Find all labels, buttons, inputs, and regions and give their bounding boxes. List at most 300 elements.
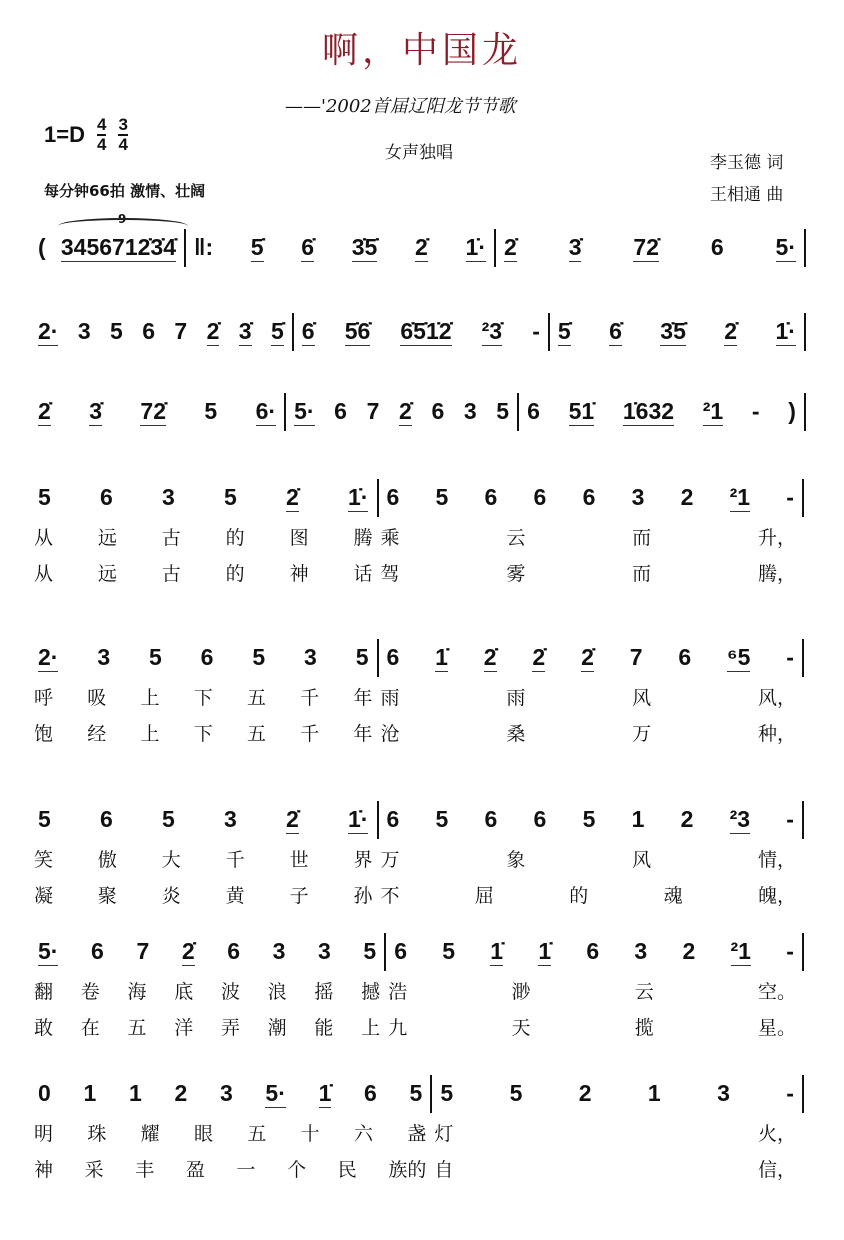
measure	[379, 484, 803, 512]
time-signature-1	[97, 116, 106, 154]
note: 5	[435, 484, 449, 510]
lyric-measure	[377, 559, 801, 586]
note: ²1	[730, 938, 751, 964]
note: 3	[77, 318, 91, 344]
note: 3	[219, 1080, 233, 1106]
lyric-syllable: 波	[220, 980, 240, 1003]
lyric-syllable: 五	[127, 1016, 147, 1039]
note: 1̇·	[775, 318, 796, 344]
lyric-syllable: 万	[632, 722, 652, 745]
composer: 王相通 曲	[710, 185, 784, 205]
lyric-syllable: 敢	[34, 1016, 54, 1039]
lyric-syllable: 雾	[506, 562, 526, 585]
notation-row	[30, 638, 820, 678]
note: 6	[386, 644, 400, 670]
lyric-syllable: 卷	[80, 980, 100, 1003]
lyric-syllable: 风，	[757, 686, 796, 709]
lyric-line	[30, 876, 820, 912]
lyric-syllable: 饱	[34, 722, 54, 745]
measure	[379, 644, 803, 672]
notation-row	[30, 800, 820, 840]
note: 2̇	[504, 234, 517, 260]
note: 1	[83, 1080, 97, 1106]
lyric-syllable: 话	[353, 562, 373, 585]
lyric-syllable: 千	[225, 848, 245, 871]
note: 1̇632	[622, 398, 675, 424]
lyric-measure	[377, 523, 801, 550]
lyric-measure	[430, 1119, 800, 1146]
notation-row	[30, 932, 820, 972]
lyric-syllable: 魄，	[757, 884, 796, 907]
score-system	[30, 800, 820, 912]
lyric-syllable: 翻	[34, 980, 54, 1003]
note: ²3	[729, 806, 751, 832]
note: 6	[364, 1080, 377, 1106]
note: 3	[272, 938, 286, 964]
note: 6	[394, 938, 407, 964]
tempo-marking: 每分钟66拍 激情、壮阔	[44, 182, 206, 200]
lyric-syllable: 能	[314, 1016, 334, 1039]
note: 3̇5̇	[351, 234, 378, 260]
lyric-syllable: 腾	[353, 526, 373, 549]
lyric-syllable: 底	[174, 980, 194, 1003]
note: 5	[496, 398, 510, 424]
note: 6	[334, 398, 347, 424]
note: 6	[527, 398, 540, 424]
note: 6	[586, 938, 600, 964]
lyric-syllable: 凝	[34, 884, 54, 907]
lyric-syllable: 火，	[757, 1122, 796, 1145]
lyric-syllable: 丰	[135, 1158, 155, 1181]
lyric-syllable: 五	[247, 1122, 267, 1145]
measure	[379, 806, 803, 834]
note: 1̇·	[348, 484, 369, 510]
lyric-measure	[30, 977, 384, 1004]
note: 5	[224, 484, 237, 510]
lyric-syllable: 聚	[97, 884, 117, 907]
note: 5	[38, 806, 51, 832]
note: 3	[634, 938, 648, 964]
note: 6	[200, 644, 214, 670]
measure	[30, 318, 292, 346]
note: 1̇·	[465, 234, 486, 260]
note: 5̇	[557, 318, 571, 344]
lyric-syllable: 年	[353, 722, 373, 745]
lyric-syllable: 眼	[193, 1122, 213, 1145]
lyric-syllable: 雨	[506, 686, 526, 709]
lyric-syllable: 六	[353, 1122, 373, 1145]
note: 2̇	[724, 318, 738, 344]
measure	[30, 644, 377, 672]
lyric-syllable: 撼	[361, 980, 381, 1003]
note: 5	[162, 806, 175, 832]
barline	[804, 313, 806, 351]
note: 5	[582, 806, 596, 832]
lyric-syllable: 盏	[407, 1122, 427, 1145]
note: ²3̇	[481, 318, 503, 344]
note: ²1	[702, 398, 724, 424]
note: 5	[442, 938, 456, 964]
lyric-syllable: 不	[380, 884, 400, 907]
lyric-syllable: 个	[287, 1158, 307, 1181]
lyric-syllable: 大	[161, 848, 181, 871]
note: 6	[386, 806, 400, 832]
note: 3̇	[238, 318, 252, 344]
lyric-syllable: 乘	[380, 526, 400, 549]
note: 3	[631, 484, 645, 510]
lyric-syllable: 而	[632, 526, 652, 549]
note: 7	[174, 318, 188, 344]
lyric-measure	[30, 845, 377, 872]
note: 5	[440, 1080, 454, 1106]
note: 5·	[775, 234, 796, 260]
note: 6	[91, 938, 104, 964]
lyric-syllable: 一	[236, 1158, 256, 1181]
lyric-syllable: 升，	[757, 526, 796, 549]
note: 1̇	[490, 938, 504, 964]
note: 3	[463, 398, 477, 424]
measure	[30, 1080, 430, 1108]
note: 6	[533, 806, 547, 832]
lyric-syllable: 经	[87, 722, 107, 745]
lyric-syllable: 象	[506, 848, 526, 871]
lyric-syllable: 采	[84, 1158, 104, 1181]
note: 1̇·	[348, 806, 369, 832]
lyric-syllable: 星。	[757, 1016, 796, 1039]
barline	[802, 479, 804, 517]
note: 6	[431, 398, 445, 424]
lyric-syllable: 五	[246, 686, 266, 709]
measure	[386, 938, 802, 966]
note: 6̇	[301, 234, 315, 260]
note: 5	[355, 644, 369, 670]
note: 2̇	[38, 398, 51, 424]
lyric-measure	[30, 1155, 430, 1182]
note: 72̇	[140, 398, 166, 424]
lyric-syllable: 孙	[353, 884, 373, 907]
note: 6	[533, 484, 547, 510]
notation-row	[30, 392, 820, 432]
note: 5	[509, 1080, 523, 1106]
score-system	[30, 212, 820, 268]
note: 2	[682, 938, 696, 964]
barline	[804, 393, 806, 431]
lyric-syllable: 笑	[34, 848, 54, 871]
measure	[30, 234, 184, 262]
lyric-line	[30, 1114, 820, 1150]
lyric-syllable: 洋	[174, 1016, 194, 1039]
lyric-measure	[377, 845, 801, 872]
lyric-syllable: 空。	[757, 980, 796, 1003]
measure	[30, 938, 384, 966]
lyric-line	[30, 1150, 820, 1186]
lyric-syllable: 下	[193, 686, 213, 709]
note: 6̇	[609, 318, 622, 344]
lyric-syllable: 万	[380, 848, 400, 871]
note: )	[788, 398, 796, 424]
lyric-syllable: 上	[140, 722, 160, 745]
lyric-syllable: 云	[634, 980, 654, 1003]
lyric-line	[30, 972, 820, 1008]
lyric-syllable: 情，	[757, 848, 796, 871]
lyric-syllable: 浩	[388, 980, 408, 1003]
note: 2·	[38, 644, 59, 670]
note: 1̇	[318, 1080, 332, 1106]
note: 5	[409, 1080, 423, 1106]
note: 72̇	[633, 234, 659, 260]
slur	[58, 218, 188, 234]
lyric-syllable: 盈	[185, 1158, 205, 1181]
lyric-syllable: 世	[289, 848, 309, 871]
note: 6	[100, 484, 113, 510]
score-system	[30, 932, 820, 1044]
note: 6	[227, 938, 241, 964]
note: 3̇5̇	[660, 318, 686, 344]
note: 5	[110, 318, 123, 344]
time-top: 4	[96, 115, 107, 134]
score-system	[30, 312, 820, 352]
note: 6	[386, 484, 400, 510]
lyric-syllable: 灯	[434, 1122, 454, 1145]
lyric-syllable: 吸	[87, 686, 107, 709]
lyric-syllable: 耀	[140, 1122, 160, 1145]
lyric-syllable: 民	[337, 1158, 357, 1181]
time-bottom: 4	[96, 135, 107, 154]
note: 1̇	[435, 644, 448, 670]
lyric-syllable: 浪	[267, 980, 287, 1003]
lyric-syllable: 雨	[380, 686, 400, 709]
note: 6	[484, 806, 498, 832]
lyric-syllable: 神	[34, 1158, 54, 1181]
note: 2̇	[181, 938, 195, 964]
note: 1	[128, 1080, 142, 1106]
note: 5	[38, 484, 51, 510]
lyric-syllable: 种，	[757, 722, 796, 745]
lyric-measure	[30, 1119, 430, 1146]
lyric-syllable: 弄	[220, 1016, 240, 1039]
note: -	[786, 938, 794, 964]
barline	[802, 933, 804, 971]
note: 51̇	[568, 398, 595, 424]
note: 2̇	[581, 644, 594, 670]
note: 5̇	[250, 234, 264, 260]
barline	[802, 801, 804, 839]
note: 6	[142, 318, 156, 344]
lyric-syllable: 潮	[267, 1016, 287, 1039]
lyric-syllable: 远	[97, 526, 117, 549]
measure	[550, 318, 804, 346]
lyric-syllable: 的	[225, 562, 245, 585]
lyric-line	[30, 714, 820, 750]
lyric-syllable: 远	[97, 562, 117, 585]
lyric-measure	[30, 683, 377, 710]
lyric-syllable: 渺	[511, 980, 531, 1003]
note: 1	[647, 1080, 661, 1106]
measure	[186, 234, 494, 262]
note: 2̇	[286, 484, 299, 510]
note: 2	[680, 484, 694, 510]
note: 3̇	[568, 234, 582, 260]
measure	[432, 1080, 802, 1108]
song-subtitle: ——'2002首届辽阳龙节节歌	[285, 96, 516, 117]
note: 6	[582, 484, 596, 510]
lyric-syllable: 珠	[87, 1122, 107, 1145]
measure	[30, 398, 284, 426]
note: -	[786, 1080, 794, 1106]
key-label: 1=D	[44, 122, 85, 147]
lyric-measure	[384, 1013, 800, 1040]
note: 2	[174, 1080, 188, 1106]
notation-row	[30, 212, 820, 268]
score-system	[30, 478, 820, 590]
lyric-syllable: 古	[161, 562, 181, 585]
measure	[294, 318, 548, 346]
lyric-syllable: 上	[140, 686, 160, 709]
note: 7	[629, 644, 643, 670]
notation-row	[30, 312, 820, 352]
lyric-syllable: 而	[632, 562, 652, 585]
lyric-syllable: 傲	[97, 848, 117, 871]
note: 6	[678, 644, 692, 670]
notation-row	[30, 478, 820, 518]
lyric-syllable: 千	[300, 686, 320, 709]
lyric-syllable: 族的	[388, 1158, 427, 1181]
note: 7	[366, 398, 380, 424]
lyric-syllable: 摇	[314, 980, 334, 1003]
measure	[30, 806, 377, 834]
measure	[519, 398, 804, 426]
performance-type: 女声独唱	[385, 143, 453, 163]
barline	[804, 229, 806, 267]
note: 3	[162, 484, 175, 510]
lyric-line	[30, 840, 820, 876]
note: 3	[97, 644, 111, 670]
note: 2·	[38, 318, 59, 344]
lyric-measure	[377, 683, 801, 710]
note: -	[786, 806, 794, 832]
note: 5	[435, 806, 449, 832]
note: 6̇	[301, 318, 315, 344]
lyric-syllable: 明	[34, 1122, 54, 1145]
note: ⁶5	[726, 644, 751, 670]
note: 3	[224, 806, 237, 832]
note: 5·	[265, 1080, 286, 1106]
lyric-syllable: 沧	[380, 722, 400, 745]
lyric-measure	[384, 977, 800, 1004]
note: 3	[318, 938, 331, 964]
note: 6	[484, 484, 498, 510]
lyric-syllable: 在	[80, 1016, 100, 1039]
lyric-syllable: 腾，	[757, 562, 796, 585]
lyric-syllable: 呼	[34, 686, 54, 709]
note: 2̇	[399, 398, 412, 424]
note: 2	[578, 1080, 592, 1106]
note: 3456712̇3̇4̇	[60, 234, 176, 260]
measure	[30, 484, 377, 512]
lyric-syllable: 古	[161, 526, 181, 549]
lyric-syllable: 自	[434, 1158, 454, 1181]
notation-row	[30, 1074, 820, 1114]
note: 2̇	[532, 644, 546, 670]
note: 1	[631, 806, 645, 832]
lyric-syllable: 的	[225, 526, 245, 549]
score-system	[30, 1074, 820, 1186]
lyric-syllable: 从	[34, 526, 54, 549]
score-system	[30, 638, 820, 750]
note: 2̇	[206, 318, 220, 344]
note: -	[751, 398, 760, 424]
measure	[496, 234, 804, 262]
barline	[802, 1075, 804, 1113]
note: 5	[149, 644, 162, 670]
lyric-syllable: 桑	[506, 722, 526, 745]
lyric-syllable: 信，	[757, 1158, 796, 1181]
note: 7	[136, 938, 150, 964]
note: (	[38, 234, 46, 260]
note: 6	[100, 806, 113, 832]
measure	[286, 398, 517, 426]
lyric-measure	[377, 881, 801, 908]
note: -	[532, 318, 540, 344]
note: 3	[304, 644, 317, 670]
lyric-syllable: 云	[506, 526, 526, 549]
key-signature	[44, 116, 128, 154]
lyric-measure	[30, 1013, 384, 1040]
lyric-line	[30, 518, 820, 554]
lyric-syllable: 天	[511, 1016, 531, 1039]
tuplet-number: 9	[118, 212, 127, 226]
note: 0	[38, 1080, 51, 1106]
lyric-syllable: 的	[569, 884, 589, 907]
note: 5	[204, 398, 218, 424]
time-top: 3	[118, 115, 128, 134]
lyric-line	[30, 554, 820, 590]
lyric-syllable: 风	[632, 848, 652, 871]
lyric-measure	[430, 1155, 800, 1182]
lyric-syllable: 黄	[225, 884, 245, 907]
lyric-syllable: 驾	[380, 562, 400, 585]
note: 2̇	[286, 806, 299, 832]
lyric-syllable: 十	[300, 1122, 320, 1145]
lyric-syllable: 从	[34, 562, 54, 585]
note: ‖:	[194, 234, 214, 260]
note: 5̇6̇	[344, 318, 371, 344]
note: -	[786, 644, 794, 670]
note: 5̇	[270, 318, 284, 344]
note: 6	[710, 234, 724, 260]
lyric-line	[30, 1008, 820, 1044]
lyric-syllable: 子	[289, 884, 309, 907]
lyric-line	[30, 678, 820, 714]
lyric-syllable: 五	[246, 722, 266, 745]
note: ²1	[729, 484, 751, 510]
lyric-syllable: 炎	[161, 884, 181, 907]
note: 2	[680, 806, 694, 832]
note: 5	[252, 644, 266, 670]
lyric-syllable: 下	[193, 722, 213, 745]
lyric-measure	[30, 881, 377, 908]
note: 6̇5̇1̇2̇	[400, 318, 452, 344]
lyric-syllable: 风	[632, 686, 652, 709]
time-bottom: 4	[118, 135, 128, 154]
lyric-syllable: 千	[300, 722, 320, 745]
lyric-syllable: 魂	[663, 884, 683, 907]
lyric-syllable: 海	[127, 980, 147, 1003]
barline	[802, 639, 804, 677]
lyric-syllable: 界	[353, 848, 373, 871]
note: 6·	[255, 398, 277, 424]
note: 5	[363, 938, 377, 964]
